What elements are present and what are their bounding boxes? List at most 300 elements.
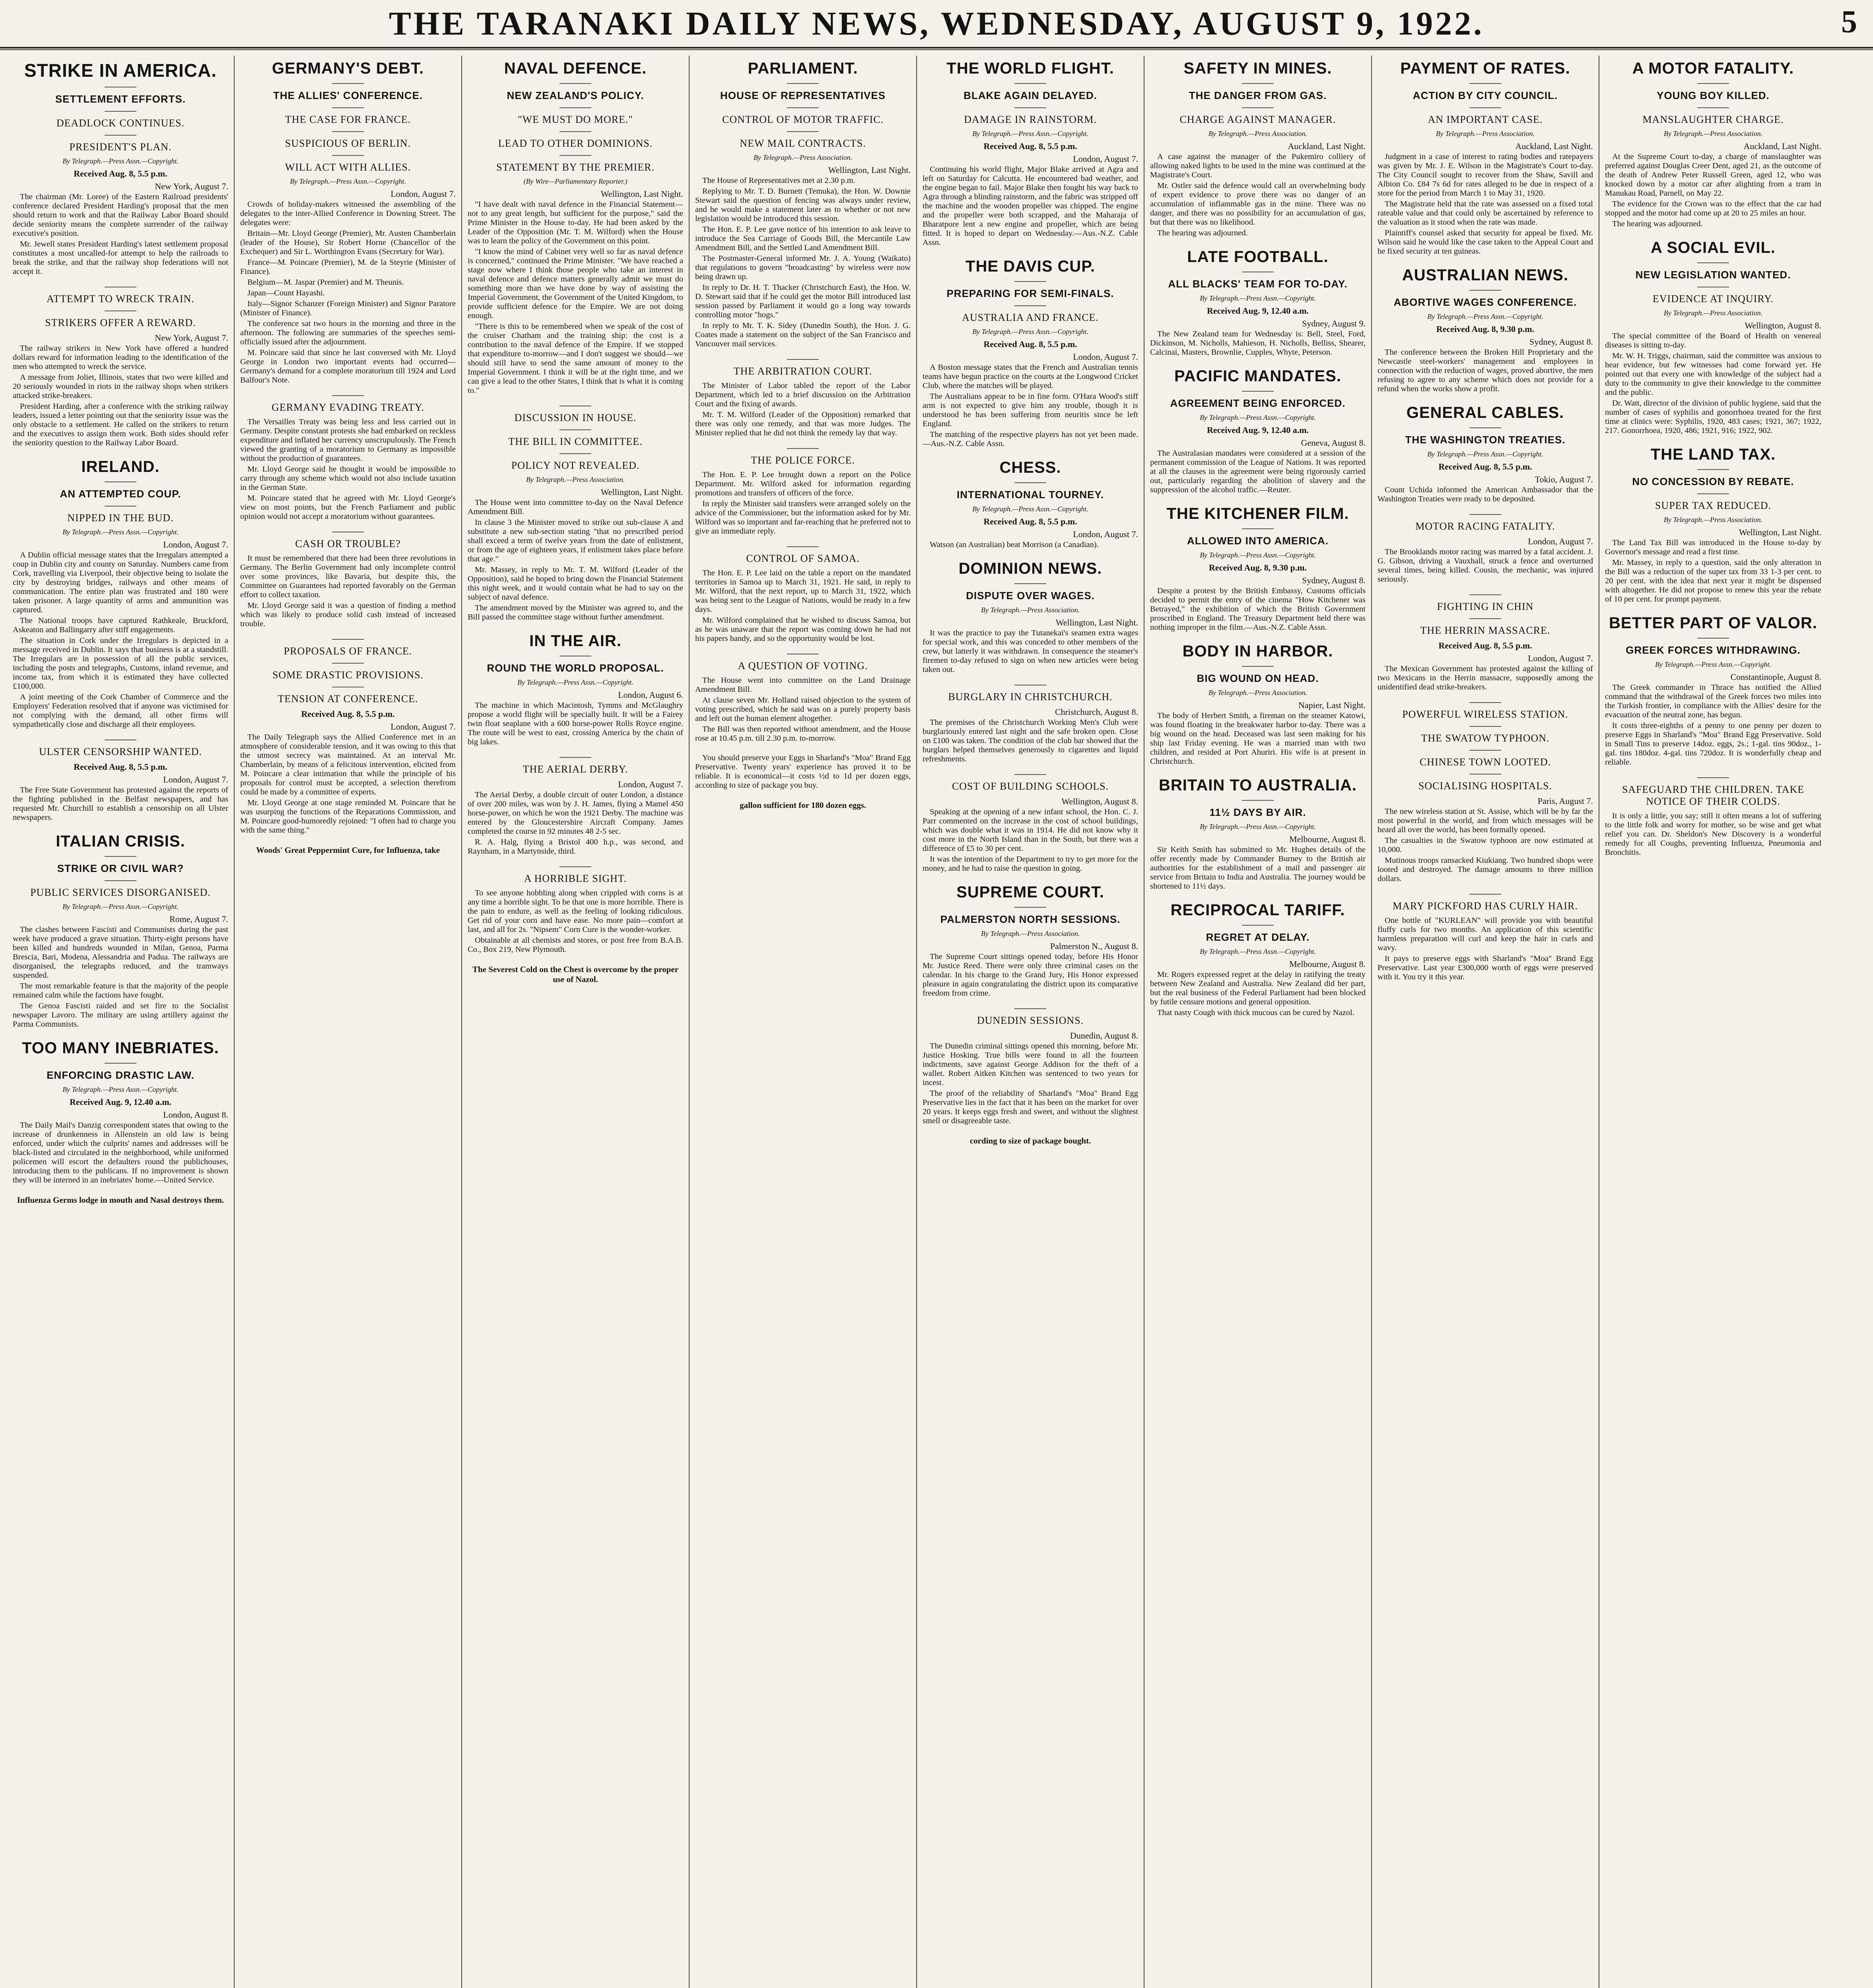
article [695,60,911,349]
headline-divider [1014,583,1046,584]
column-7 [1372,56,1599,1988]
wire-credit: By Telegraph.—Press Assn.—Copyright. [972,130,1088,138]
article-subhead: A QUESTION OF VOTING. [738,660,868,672]
article [1378,60,1593,256]
paragraph: The Hon. E. P. Lee laid on the table a report on the mandated territories in Samoa up to March 31, 1921. He said, in reply to Mr. Wilford, that the next report, up to March 31, 1922, which was being sent to the League of Nations, would be ready in a few days. [695,569,911,614]
article [1605,239,1821,435]
masthead-rule [0,49,1873,50]
wire-credit: By Telegraph.—Press Association. [1663,130,1763,138]
paragraph: It must be remembered that there had been three revolutions in Germany. The Berlin Government had only incomplete control over some provinces, like Bavaria, but despite this, the Committee on Guarantees had reported favorably on the German effort to collect taxation. [240,554,456,599]
article-subhead: CASH OR TROUBLE? [295,538,401,549]
paragraph: The Genoa Fascisti raided and set fire to the Socialist newspaper Lavoro. The military are using artillery against the Parma Communists. [13,1002,228,1029]
article-subhead: THE SWATOW TYPHOON. [1421,732,1550,744]
paragraph: The House went into committee to-day on the Naval Defence Amendment Bill. [468,498,683,516]
article-body [695,676,911,743]
headline-divider [1242,83,1274,84]
paragraph: One bottle of "KURLEAN" will provide you with beautiful fluffy curls for two months. An application of this scientific harmless preparation will curl and keep the hair in curls and wavy. [1378,916,1593,952]
paragraph: A Dublin official message states that the Irregulars attempted a coup in Dublin city and county on Saturday. Numbers came from Cork, travelling via Liverpool, their objective being to isolate the city by destroying bridges, railways and other means of communication. The entire plan was frustrated and 180 were taken prisoner. A large quantity of arms and ammunition was captured. [13,551,228,614]
paragraph: "I have dealt with naval defence in the Financial Statement—not to any great length, but sufficient for the purpose," said the Prime Minister in the House to-day. He had been asked by the Leader of the Opposition (Mr. T. M. Wilford) when the House was to learn the policy of the Government on this point. [468,200,683,245]
column-footer-ad: Influenza Germs lodge in mouth and Nasal destroys them. [17,1195,224,1205]
headline-divider [332,155,364,156]
paragraph: Mr. Lloyd George at one stage reminded M. Poincare that he was usurping the functions of the Reparations Commission, and M. Poincare good-humoredly rejoined: "I often had to charge you with the same thing." [240,798,456,835]
headline-divider [105,135,136,136]
paragraph: R. A. Halg, flying a Bristol 400 h.p., was second, and Raynham, in a Martynside, third. [468,838,683,856]
article [240,395,456,521]
article-body [923,1042,1138,1126]
dateline: Auckland, Last Night. [1743,141,1821,151]
headline-divider [105,1063,136,1064]
paragraph: The hearing was adjourned. [1612,219,1703,228]
paragraph: Mr. Massey, in reply to Mr. T. M. Wilford (Leader of the Opposition), said he hoped to bring down the Financial Statement this night week, and it would contain what he had to say on the subject of naval defence. [468,565,683,602]
dateline: London, August 7. [1073,352,1138,362]
received-time: Received Aug. 8, 5.5 p.m. [74,169,167,179]
article-body [923,165,1138,247]
paragraph: The Greek commander in Thrace has notified the Allied command that the withdrawal of the Greek forces two miles into the Turkish frontier, in compliance with the Allies' desire for the evacuation of the neutral zone, has begun. [1605,683,1821,719]
dateline: London, August 7. [618,779,683,789]
article-body [468,889,683,954]
received-time: Received Aug. 9, 12.40 a.m. [69,1097,172,1107]
article-subhead: NEW ZEALAND'S POLICY. [507,89,644,101]
article-body [468,701,683,747]
headline-divider [1014,107,1046,108]
paragraph: That nasty Cough with thick mucous can be cured by Nazol. [1157,1008,1354,1017]
received-time: Received Aug. 8, 5.5 p.m. [983,516,1077,526]
article-subhead: WILL ACT WITH ALLIES. [285,161,411,173]
article-subhead: STRIKERS OFFER A REWARD. [45,317,196,328]
paragraph: At the Supreme Court to-day, a charge of manslaughter was preferred against Douglas Creer Dent, aged 21, as the outcome of the death of Andrew Peter Russell Green, aged 12, who was knocked down by a motor car after alighting from a tram in Manukau Road, Parnell, on May 22. [1605,152,1821,198]
wire-credit: By Telegraph.—Press Association. [1208,689,1308,697]
wire-credit: By Telegraph.—Press Association. [526,476,625,483]
paragraph: It is only a little, you say; still it often means a lot of suffering to the little folk and worry for mother, so be wise and get what relief you can. Dr. Sheldon's New Discovery is a wonderful remedy for all Coughs, preventing Influenza, Pneumonia and Bronchitis. [1605,812,1821,857]
paragraph: A joint meeting of the Cork Chamber of Commerce and the Employers' Federation resolved that if anyone was victimised for not complying with the demand, all other firms will sympathetically close and discharge all their employees. [13,693,228,729]
article-body [695,381,911,438]
wire-credit: By Telegraph.—Press Association. [1208,130,1308,138]
headline-divider [1242,107,1274,108]
dateline: Wellington, August 8. [1745,320,1821,330]
article-subhead: CHARGE AGAINST MANAGER. [1179,114,1336,125]
article-headline: THE DAVIS CUP. [966,258,1095,275]
dateline: London, August 7. [163,540,228,549]
paragraph: The premises of the Christchurch Working Men's Club were burglariously entered last night and the safe broken open. Close on £100 was taken. The condition of the club bar showed that the burglars helped themselves generously to cigarettes and liquid refreshments. [923,718,1138,763]
article-body [13,786,228,822]
article-headline: PARLIAMENT. [748,60,858,77]
article-body [1150,586,1366,632]
dateline: London, August 7. [391,722,456,732]
article [1150,777,1366,891]
paragraph: In clause 3 the Minister moved to strike out sub-clause A and substitute a new sub-section stating "that no prescribed period shall exceed a term of twelve years from the date of enlistment, or from the age of eighteen years, if enlistment takes place before that age." [468,518,683,563]
article-subhead: ALLOWED INTO AMERICA. [1187,535,1329,547]
dateline: London, August 7. [1528,536,1593,546]
headline-divider [1242,800,1274,801]
article [468,406,683,622]
article-subhead: ROUND THE WORLD PROPOSAL. [487,662,664,674]
article-subhead: THE ARBITRATION COURT. [733,365,872,377]
article-subhead: PREPARING FOR SEMI-FINALS. [946,287,1114,299]
article-headline: THE LAND TAX. [1650,446,1776,463]
article-body [468,200,683,395]
article-headline: A MOTOR FATALITY. [1632,60,1794,77]
headline-divider [105,856,136,857]
article-subhead: DAMAGE IN RAINSTORM. [964,114,1097,125]
received-time: Received Aug. 8, 9.30 p.m. [1436,324,1535,334]
paragraph: The Aerial Derby, a double circuit of outer London, a distance of over 200 miles, was won by J. H. James, flying a Mamel 450 horse-power, on which he won the 1921 Derby. The machine was entered by the Gloucestershire Aircraft Company. James completed the course in 92 minutes 48 2-5 sec. [468,790,683,836]
dateline: Wellington, Last Night. [600,487,683,497]
article [923,560,1138,674]
article-body [240,554,456,629]
paragraph: Mr. W. H. Triggs, chairman, said the committee was anxious to hear evidence, but few witnesses had come forward yet. He pointed out that every one with knowledge of the subject had a duty to the community to give their knowledge to the committee and the public. [1605,351,1821,397]
article-body [1605,812,1821,857]
dateline: Wellington, Last Night. [1739,527,1821,537]
column-footer-ad: cording to size of package bought. [970,1136,1091,1145]
paragraph: Mr. T. M. Wilford (Leader of the Opposition) remarked that there was only one remedy, and that was more Judges. The Minister replied that he did not think the remedy lay that way. [695,410,911,437]
headline-divider [1469,750,1501,751]
article-subhead: 11½ DAYS BY AIR. [1209,806,1306,818]
headline-divider [560,757,591,758]
wire-credit: By Telegraph.—Press Assn.—Copyright. [1427,450,1543,458]
article-body [695,470,911,536]
article-body [923,952,1138,998]
article-subhead: REGRET AT DELAY. [1206,931,1310,943]
article [1150,505,1366,632]
article-headline: THE KITCHENER FILM. [1166,505,1349,522]
paragraph: Mutinous troops ransacked Kiukiang. Two hundred shops were looted and destroyed. The damage amounts to three million dollars. [1378,856,1593,883]
article-body [1605,332,1821,435]
article-subhead: TENSION AT CONFERENCE. [278,693,418,705]
article-subhead: MANSLAUGHTER CHARGE. [1642,114,1784,125]
article-subhead: CONTROL OF MOTOR TRAFFIC. [722,114,884,125]
wire-credit: By Telegraph.—Press Assn.—Copyright. [972,328,1088,336]
headline-divider [1697,777,1729,778]
paragraph: The machine in which Macintosh, Tymms and McGlaughry propose a world flight will be specially built. It will be a Fairey twin float seaplane with a 600 horse-power Rolls Royce engine. The route will be west to east, crossing America by the chain of big lakes. [468,701,683,746]
headline-divider [1469,594,1501,595]
article-headline: IN THE AIR. [529,632,622,650]
column-5 [917,56,1144,1988]
article-headline: BRITAIN TO AUSTRALIA. [1158,777,1357,794]
headline-divider [787,107,819,108]
paragraph: Mr. Lloyd George said it was a question of finding a method which was likely to produce solid cash instead of increased trouble. [240,601,456,628]
wire-credit: By Telegraph.—Press Association. [1663,516,1763,524]
headline-divider [1469,726,1501,727]
article-subhead: ATTEMPT TO WRECK TRAIN. [47,293,194,305]
article [240,639,456,835]
article-headline: DOMINION NEWS. [958,560,1102,577]
headline-divider [332,131,364,132]
page-number: 5 [1841,4,1857,39]
article-body [240,733,456,835]
article [468,757,683,856]
article-subhead: GERMANY EVADING TREATY. [272,402,424,413]
article-subhead: A HORRIBLE SIGHT. [524,873,627,884]
article-subhead: STRIKE OR CIVIL WAR? [57,862,184,874]
dateline: Constantinople, August 8. [1730,672,1821,682]
headline-divider [332,83,364,84]
article-body [240,200,456,385]
article [1378,514,1593,584]
article-body [695,569,911,643]
article-subhead: THE HERRIN MASSACRE. [1420,625,1550,636]
paragraph: The conference sat two hours in the morning and three in the afternoon. The following are summaries of the speeches semi-officially issued after the adjournment. [240,319,456,346]
paragraph: The Australasian mandates were considered at a session of the permanent commission of the League of Nations. It was reported at all the clauses in the agreement were being rigorously carried out, particularly regarding the abolition of slavery and the suppression of the alcohol traffic.—Reuter. [1150,449,1366,494]
article [13,740,228,822]
dateline: Wellington, Last Night. [600,189,683,199]
headline-divider [105,506,136,507]
article-headline: PAYMENT OF RATES. [1400,60,1570,77]
paragraph: Mr. Rogers expressed regret at the delay in ratifying the treaty between New Zealand and Australia. New Zealand did her part, but the real business of the Federal Parliament had been blocked by futile censure motions and general opposition. [1150,970,1366,1006]
paragraph: The Versailles Treaty was being less and less carried out in Germany. Despite constant protests she had embarked on reckless expenditure and inflated her currency unscrupulously. The French viewed the granting of a moratorium to Germany as impossible without the production of guarantees. [240,417,456,463]
article-subhead: CONTROL OF SAMOA. [746,553,860,564]
wire-credit: By Telegraph.—Press Association. [1436,130,1535,138]
dateline: London, August 7. [1073,154,1138,164]
headline-divider [560,83,591,84]
wire-credit: By Telegraph.—Press Assn.—Copyright. [1427,313,1543,320]
article-body [13,925,228,1029]
article-headline: TOO MANY INEBRIATES. [22,1039,219,1057]
article-body [1605,683,1821,767]
paragraph: Japan—Count Hayashi. [247,289,325,297]
article-subhead: AGREEMENT BEING ENFORCED. [1170,397,1346,409]
article-body [1378,664,1593,692]
paragraph: Italy—Signor Schanzer (Foreign Minister) and Signor Paratore (Minister of Finance). [240,299,456,317]
article-headline: THE WORLD FLIGHT. [946,60,1114,77]
headline-divider [1697,493,1729,494]
article-body [1150,152,1366,238]
article-subhead: THE CASE FOR FRANCE. [285,114,411,125]
column-6 [1144,56,1372,1988]
wire-credit: By Telegraph.—Press Assn.—Copyright. [517,678,633,686]
article [468,60,683,395]
article [695,654,911,743]
dateline: Auckland, Last Night. [1515,141,1593,151]
dateline: London, August 7. [1528,653,1593,663]
headline-divider [560,866,591,867]
article-body [1378,152,1593,256]
paragraph: The amendment moved by the Minister was agreed to, and the Bill passed the committee stage without further amendment. [468,604,683,621]
article-subhead: THE AERIAL DERBY. [523,763,628,775]
paragraph: The Minister of Labor tabled the report of the Labor Department, which led to a brief discussion on the Arbitration Court and the fixing of awards. [695,381,911,408]
headline-divider [787,448,819,449]
article [468,866,683,954]
received-time: Received Aug. 8, 5.5 p.m. [983,141,1077,151]
article [695,546,911,643]
paragraph: The National troops have captured Rathkeale, Bruckford, Askeaton and Ballingarry after stiff engagements. [13,616,228,634]
article-body [695,753,911,790]
headline-divider [1014,305,1046,306]
wire-credit: By Telegraph.—Press Assn.—Copyright. [62,1085,179,1093]
article-subhead: NEW LEGISLATION WANTED. [1635,269,1791,281]
article-headline: CHESS. [999,459,1061,476]
dateline: London, August 7. [163,775,228,784]
article-subhead: AN ATTEMPTED COUP. [60,488,181,500]
column-4 [690,56,917,1988]
article-headline: LATE FOOTBALL. [1187,248,1329,266]
dateline: Palmerston N., August 8. [1050,941,1138,951]
headline-divider [787,546,819,547]
article-body [468,790,683,856]
article-subhead: INTERNATIONAL TOURNEY. [956,489,1104,501]
article [923,1008,1138,1126]
paragraph: Sir Keith Smith has submitted to Mr. Hughes details of the offer recently made by Commander Burney to the British air authorities for the establishment of a mail and passenger air service from Britain to India and Australia. The journey would be shortened to 11½ days. [1150,845,1366,891]
article-subhead: DISPUTE OVER WAGES. [966,590,1095,602]
paragraph: Count Uchida informed the American Ambassador that the Washington Treaties were ready to be deposited. [1378,485,1593,503]
article-body [240,417,456,521]
dateline: Rome, August 7. [169,914,228,924]
received-time: Received Aug. 8, 5.5 p.m. [74,762,167,772]
article-subhead: ABORTIVE WAGES CONFERENCE. [1393,296,1577,308]
paragraph: The special committee of the Board of Health on venereal diseases is sitting to-day. [1605,332,1821,349]
article-subhead: NO CONCESSION BY REBATE. [1632,476,1794,487]
columns-container [7,56,1866,1988]
paragraph: The Hon. E. P. Lee gave notice of his intention to ask leave to introduce the Sea Carriage of Goods Bill, the Mercantile Law Amendment Bill, and the Settled Land Amendment Bill. [695,225,911,252]
paragraph: M. Poincare said that since he last conversed with Mr. Lloyd George in London two important events had occurred—Germany's demand for a complete moratorium till 1924 and Lord Balfour's Note. [240,348,456,384]
paragraph: The body of Herbert Smith, a fireman on the steamer Katowi, was found floating in the breakwater harbor to-day. There was a big wound on the head. Deceased was last seen making for his ship last Friday evening. He was a married man with two children, and resided at Port Ahuriri. His wife is at present in Christchurch. [1150,711,1366,766]
headline-divider [787,83,819,84]
article-body [1605,538,1821,604]
paragraph: Mr. Jewell states President Harding's latest settlement proposal constitutes a most uncalled-for attempt to help the railroads to break the strike, and that the railway shop federations will not accept it. [13,240,228,276]
article-headline: NAVAL DEFENCE. [504,60,647,77]
paragraph: Belgium—M. Jaspar (Premier) and M. Theunis. [247,278,404,287]
paragraph: The New Zealand team for Wednesday is: Bell, Steel, Ford, Dickinson, M. Nicholls, Mahieson, H. Nicholls, Belliss, Shearer, Calcinai, Masters, Brownlie, Cupples, Whyte, Peterson. [1150,330,1366,357]
article-subhead: AN IMPORTANT CASE. [1428,114,1543,125]
wire-credit: By Telegraph.—Press Assn.—Copyright. [62,528,179,536]
headline-divider [1242,391,1274,392]
article [1605,614,1821,767]
received-time: Received Aug. 8, 5.5 p.m. [301,709,395,719]
paragraph: Dr. Watt, director of the division of public hygiene, said that the number of cases of syphilis and gonorrhoea treated for the first time at clinics were: Syphilis, 1920, 483 cases; 1921, 367; 1922, 217. Gonorrhoea, 1920, 486; 1921, 916; 1922, 902. [1605,399,1821,435]
dateline: Napier, Last Night. [1298,700,1366,710]
headline-divider [1697,107,1729,108]
article-subhead: PROPOSALS OF FRANCE. [284,645,412,657]
article [923,774,1138,873]
paragraph: The Mexican Government has protested against the killing of two Mexicans in the Herrin massacre, supposedly among the unidentified dead strike-breakers. [1378,664,1593,691]
headline-divider [787,131,819,132]
article-body [1378,348,1593,394]
headline-divider [1014,482,1046,483]
paragraph: The matching of the respective players has not yet been made.—Aus.-N.Z. Cable Assn. [923,430,1138,448]
dateline: Melbourne, August 8. [1289,834,1366,844]
article [240,532,456,629]
paragraph: Mr. Lloyd George said he thought it would be impossible to carry through any scheme which would not also include taxation in the German State. [240,465,456,492]
dateline: Sydney, August 8. [1302,575,1366,585]
paragraph: At clause seven Mr. Holland raised objection to the system of voting prescribed, which he said was on a purely property basis and left out the human element altogether. [695,696,911,723]
paragraph: Continuing his world flight, Major Blake arrived at Agra and left on Saturday for Calcutta. He encountered bad weather, and the engine began to fail. Major Blake then fought his way back to Agra through a blinding rainstorm, and the fabric was stripped off the machine and the wooden propeller was chipped. The engine and the propeller were both scrapped, and the Maharaja of Bharatpore lent a new engine and propeller, which are being fitted. It is hoped to depart on Wednesday.—Aus.-N.Z. Cable Assn. [923,165,1138,247]
dateline: London, August 8. [163,1110,228,1120]
paragraph: "There is this to be remembered when we speak of the cost of the cruiser Chatham and the training ship: the cost is a contribution to the naval defence of the Empire. If we stopped that expenditure to-morrow—and I don't suggest we should—we should still have to send the same amount of money to the Imperial Government. I think it will be at the right time, and we can give a lead to the other States, I think that is what it is coming to." [468,322,683,395]
paragraph: The hearing was adjourned. [1157,229,1248,237]
wire-credit: By Telegraph.—Press Assn.—Copyright. [290,177,406,185]
headline-divider [1014,281,1046,282]
article [1605,777,1821,857]
wire-credit: By Telegraph.—Press Assn.—Copyright. [1655,660,1771,668]
article [695,359,911,438]
article [1150,367,1366,495]
article-headline: SAFETY IN MINES. [1183,60,1332,77]
dateline: London, August 6. [618,690,683,700]
article-subhead: ULSTER CENSORSHIP WANTED. [39,746,202,757]
article-subhead: AUSTRALIA AND FRANCE. [962,312,1099,323]
received-time: Received Aug. 8, 5.5 p.m. [983,339,1077,349]
paragraph: The Daily Mail's Danzig correspondent states that owing to the increase of drunkenness in Allenstein an old law is being enforced, under which the culprits' names and addresses will be black-listed and circulated in the neighborhood, while uniformed policemen will escort the defaulters round the publichouses, introducing them to the publicans. If no improvement is shown they will be interned in an inebriates' home.—United Service. [13,1121,228,1184]
dateline: Tokio, August 7. [1535,474,1593,484]
headline-divider [560,107,591,108]
wire-credit: By Telegraph.—Press Assn.—Copyright. [1200,414,1316,421]
newspaper-title: THE TARANAKI DAILY NEWS, WEDNESDAY, AUGUST 9, 1922. [389,5,1484,42]
article-subhead: POWERFUL WIRELESS STATION. [1402,709,1568,720]
headline-divider [1469,83,1501,84]
paragraph: It was the practice to pay the Tutanekai's seamen extra wages for special work, and this was conceded to other members of the crew, but latterly it was withdrawn. In consequence the steamer's firemen to-day refused to sign on when new articles were being taken out. [923,629,1138,674]
column-8 [1599,56,1827,1988]
article-body [923,540,1138,549]
article-subhead: FIGHTING IN CHIN [1437,601,1534,612]
dateline: Wellington, August 8. [1061,796,1138,806]
article-subhead: BLAKE AGAIN DELAYED. [964,89,1097,101]
paragraph: The Brooklands motor racing was marred by a fatal accident. J. G. Gibson, driving a Vauxhall, struck a fence and overturned several times, being killed. Cousin, the mechanic, was injured seriously. [1378,547,1593,584]
article-headline: SUPREME COURT. [956,883,1104,901]
article [1150,643,1366,766]
article-subhead: SUSPICIOUS OF BERLIN. [285,138,411,149]
headline-divider [560,453,591,454]
dateline: Melbourne, August 8. [1289,959,1366,969]
dateline: New York, August 7. [155,333,228,343]
article [13,833,228,1029]
article-subhead: DISCUSSION IN HOUSE. [514,412,637,423]
paragraph: Mr. Wilford complained that he wished to discuss Samoa, but as he was unaware that the report was coming down he had not his papers handy, and so the opportunity would be lost. [695,616,911,643]
paragraph: The Postmaster-General informed Mr. J. A. Young (Waikato) that regulations to govern "broadcasting" by wireless were now being drawn up. [695,254,911,281]
article [923,258,1138,448]
article-body [923,718,1138,764]
paragraph: In reply to Dr. H. T. Thacker (Christchurch East), the Hon. W. D. Stewart said that if he could get the motor Bill introduced last session passed by Parliament it would go a long way towards controlling motor "hogs." [695,283,911,319]
paragraph: Obtainable at all chemists and stores, or post free from B.A.B. Co., Box 219, New Plymouth. [468,936,683,954]
article-subhead: CHINESE TOWN LOOTED. [1419,756,1551,768]
paragraph: The railway strikers in New York have offered a hundred dollars reward for information leading to the identification of the men who attempted to wreck the service. [13,344,228,371]
headline-divider [1469,618,1501,619]
article-subhead: HOUSE OF REPRESENTATIVES [720,89,886,101]
headline-divider [332,663,364,664]
wire-credit: By Telegraph.—Press Association. [1663,309,1763,317]
paragraph: M. Poincare stated that he agreed with Mr. Lloyd George's view on most points, but the French Parliament and public opinion would not accept a moratorium without guarantees. [240,494,456,521]
article [13,1039,228,1185]
paragraph: You should preserve your Eggs in Sharland's "Moa" Brand Egg Preservative. Twenty years' experience has proved it to be reliable. It is economical—it costs ½d to 1d per dozen eggs, according to size of package you buy. [695,753,911,790]
article-headline: BETTER PART OF VALOR. [1609,614,1817,632]
dateline: Wellington, Last Night. [1055,617,1138,627]
headline-divider [1469,894,1501,895]
paragraph: The Land Tax Bill was introduced in the House to-day by Governor's message and read a first time. [1605,538,1821,556]
paragraph: Despite a protest by the British Embassy, Customs officials decided to permit the entry of the cinema "How Kitchener was Betrayed," the exhibition of which the British Government proscribed in England. The Treasury Department held there was nothing improper in the film.—Aus.-N.Z. Cable Assn. [1150,586,1366,632]
paragraph: A case against the manager of the Pukemiro colliery of allowing naked lights to be used in the mine was continued at the Magistrate's Court. [1150,152,1366,179]
headline-divider [1697,638,1729,639]
headline-divider [332,639,364,640]
article-headline: STRIKE IN AMERICA. [24,60,217,81]
paragraph: In reply to Mr. T. K. Sidey (Dunedin South), the Hon. J. G. Coates made a statement on the subject of the San Francisco and Vancouver mail services. [695,321,911,348]
paragraph: The Supreme Court sittings opened today, before His Honor Mr. Justice Reed. There were only three criminal cases on the calendar. In his charge to the Grand Jury, His Honor expressed pleasure in again congratulating the district upon its comparative freedom from crime. [923,952,1138,998]
paragraph: The chairman (Mr. Loree) of the Eastern Railroad presidents' conference declared President Harding's proposal that the men should return to work and that the Railway Labor Board should decide seniority means the complete surrender of the railway executive's position. [13,192,228,238]
wire-credit: By Telegraph.—Press Assn.—Copyright. [62,157,179,165]
paragraph: The House went into committee on the Land Drainage Amendment Bill. [695,676,911,694]
article [1150,901,1366,1017]
dateline: Paris, August 7. [1537,796,1593,806]
dateline: Geneva, August 8. [1301,438,1366,448]
article [240,60,456,385]
paragraph: The evidence for the Crown was to the effect that the car had stopped and the motor had come up at 20 to 25 miles an hour. [1605,200,1821,217]
paragraph: The Dunedin criminal sittings opened this morning, before Mr. Justice Hosking. True bills were found in all the fourteen indictments, save against George Addison for the theft of a wallet. Robert Aitken Kitchen was sentenced to two years for incest. [923,1042,1138,1087]
dateline: Dunedin, August 8. [1070,1031,1138,1041]
article-subhead: YOUNG BOY KILLED. [1657,89,1770,101]
paragraph: Replying to Mr. T. D. Burnett (Temuka), the Hon. W. Downie Stewart said the question of fencing was always under review, and he would make a statement later as to whether or not new legislation would be introduced this session. [695,187,911,223]
paragraph: Crowds of holiday-makers witnessed the assembling of the delegates to the inter-Allied Conference in Downing Street. The delegates were: [240,200,456,227]
paragraph: Mr. Ostler said the defence would call an overwhelming body of expert evidence to prove there was no danger of an accumulation of inflammable gas in the mine. There was no danger, and there was no possibility for an accumulation of gas, but that there was no likelihood. [1150,181,1366,227]
article-headline: GENERAL CABLES. [1406,404,1564,421]
article-subhead: SAFEGUARD THE CHILDREN. TAKE NOTICE OF THEIR COLDS. [1622,784,1805,807]
article-body [1378,916,1593,982]
